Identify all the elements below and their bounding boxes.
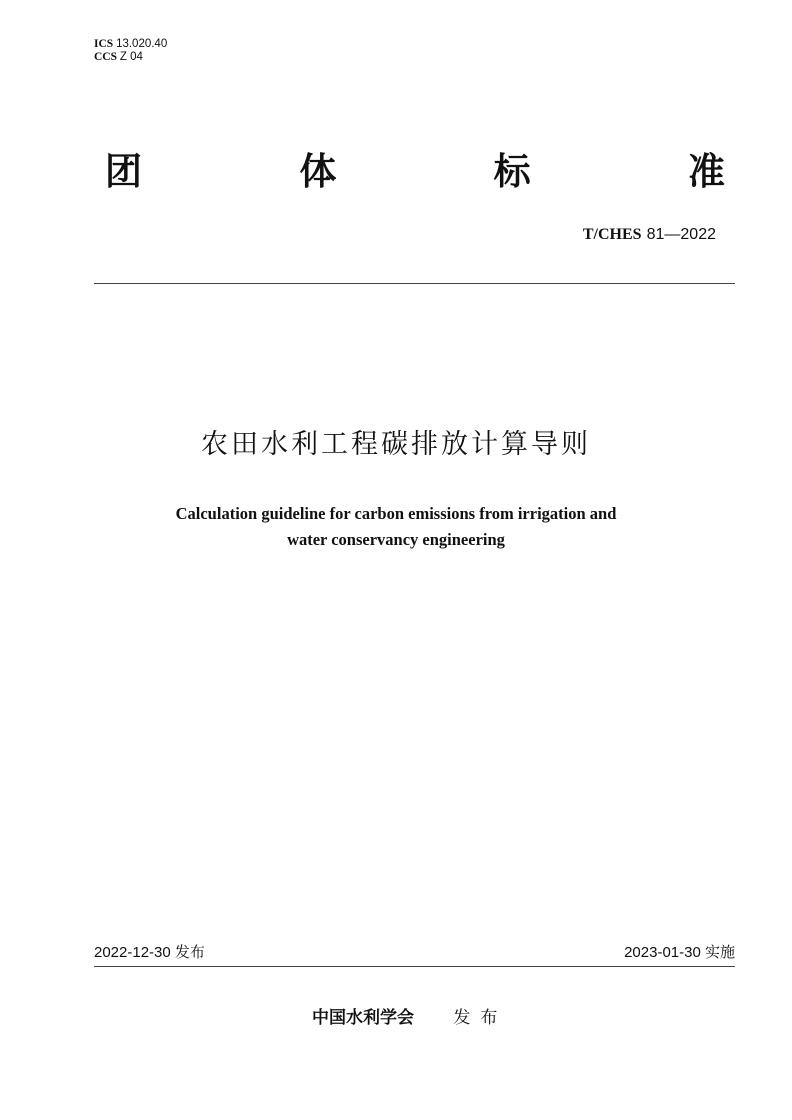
standard-type-char: 标 xyxy=(493,150,531,193)
issuer-action: 发布 xyxy=(453,1008,508,1028)
issuer-name: 中国水利学会 xyxy=(312,1008,414,1028)
effective-date-label: 实施 xyxy=(704,943,735,961)
effective-date xyxy=(624,941,735,964)
bottom-divider xyxy=(94,966,735,967)
standard-code-number: 81—2022 xyxy=(646,226,716,243)
ccs-code xyxy=(94,51,167,64)
release-date xyxy=(94,941,205,964)
standard-code xyxy=(583,224,716,245)
document-title-english xyxy=(0,501,792,553)
effective-date-value: 2023-01-30 xyxy=(624,944,701,961)
issuing-organization xyxy=(312,1006,507,1030)
release-date-value: 2022-12-30 xyxy=(94,944,171,961)
standard-code-prefix: T/CHES xyxy=(582,226,642,243)
ics-value: 13.020.40 xyxy=(116,38,168,50)
release-date-label: 发布 xyxy=(174,943,205,961)
standard-type-char: 团 xyxy=(105,150,142,193)
standard-type-char: 体 xyxy=(299,150,337,193)
ics-label: ICS xyxy=(94,38,114,50)
standard-type-heading xyxy=(105,146,725,198)
standard-type-char: 准 xyxy=(687,150,725,193)
title-english-line: water conservancy engineering xyxy=(287,530,505,549)
ics-code xyxy=(94,38,167,51)
document-title-chinese: 农田水利工程碳排放计算导则 xyxy=(201,429,591,460)
title-english-line: Calculation guideline for carbon emissions from irrigation and xyxy=(175,504,617,523)
classification-codes xyxy=(94,38,167,64)
top-divider xyxy=(94,283,735,284)
ccs-value: Z 04 xyxy=(119,51,143,63)
ccs-label: CCS xyxy=(94,51,118,63)
